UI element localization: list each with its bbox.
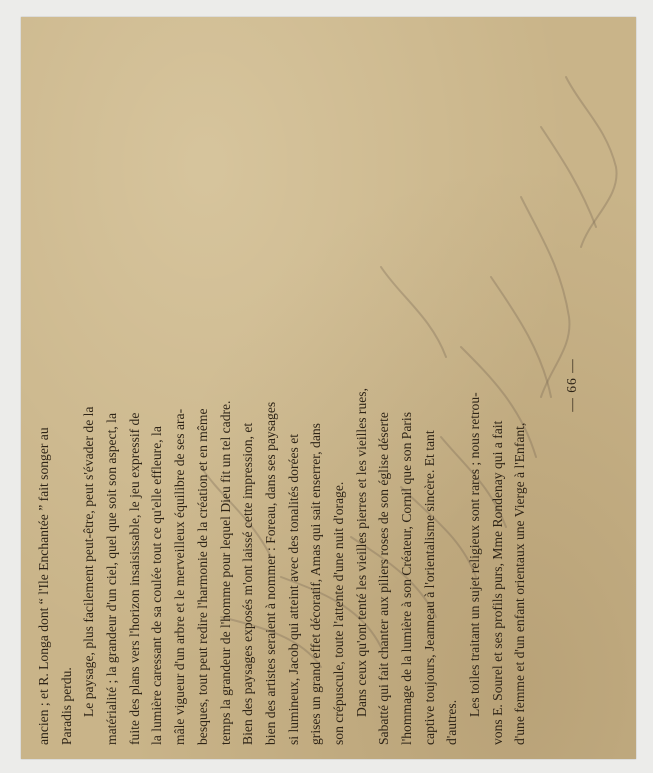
text-line: grises un grand effet décoratif, Amas qui sait enserrer, dans — [308, 423, 324, 745]
text-line: temps la grandeur de l'homme pour lequel Dieu fit un tel cadre. — [217, 400, 233, 745]
text-line: mâle vigueur d'un arbre et le merveilleux équilibre de ses ara- — [172, 408, 188, 745]
text-line: vons E. Sourel et ses profils purs, Mme Rondenay qui a fait — [489, 420, 505, 745]
text-line: Le paysage, plus facilement peut-être, peut s'évader de la — [81, 406, 97, 717]
text-line: matérialité ; la grandeur d'un ciel, quel que soit son aspect, la — [104, 413, 120, 745]
text-line: d'une femme et d'un enfant orientaux une Vierge à l'Enfant, — [512, 422, 528, 745]
text-line: Les toiles traitant un sujet religieux sont rares ; nous retrou- — [467, 392, 483, 717]
text-line: la lumière caressant de sa coulée tout ce qu'elle effleure, la — [149, 426, 165, 745]
text-line: captive toujours, Jeanneau à l'orientalisme sincère. Et tant — [421, 430, 437, 745]
text-line: Dans ceux qu'ont tenté les vieilles pierres et les vieilles rues, — [353, 388, 369, 717]
text-line: son crépuscule, toute l'attente d'une nuit d'orage. — [330, 481, 346, 745]
text-line: fuite des plans vers l'horizon insaisissable, le jeu expressif de — [126, 412, 142, 745]
text-line: Sabatté qui fait chanter aux piliers roses de son église déserte — [376, 412, 392, 745]
text-line: bien des artistes seraient à nommer : Foreau, dans ses paysages — [262, 401, 278, 745]
text-line: besques, tout peut redire l'harmonie de la création et en même — [194, 408, 210, 745]
text-line: ancien ; et R. Longa dont “ l'Ile Enchantée ” fait songer au — [36, 427, 51, 745]
article-text-block — [33, 25, 633, 745]
text-line: Bien des paysages exposés m'ont laissé cette impression, et — [240, 422, 256, 745]
text-line: si lumineux, Jacob qui atteint avec des tonalités dorées et — [285, 433, 301, 745]
page-number: — 66 — — [564, 358, 579, 412]
text-line: Paradis perdu. — [58, 667, 74, 745]
clipping-page — [21, 17, 636, 759]
text-line: d'autres. — [444, 699, 460, 745]
text-line: l'hommage de la lumière à son Créateur, Cornil que son Paris — [399, 412, 414, 745]
